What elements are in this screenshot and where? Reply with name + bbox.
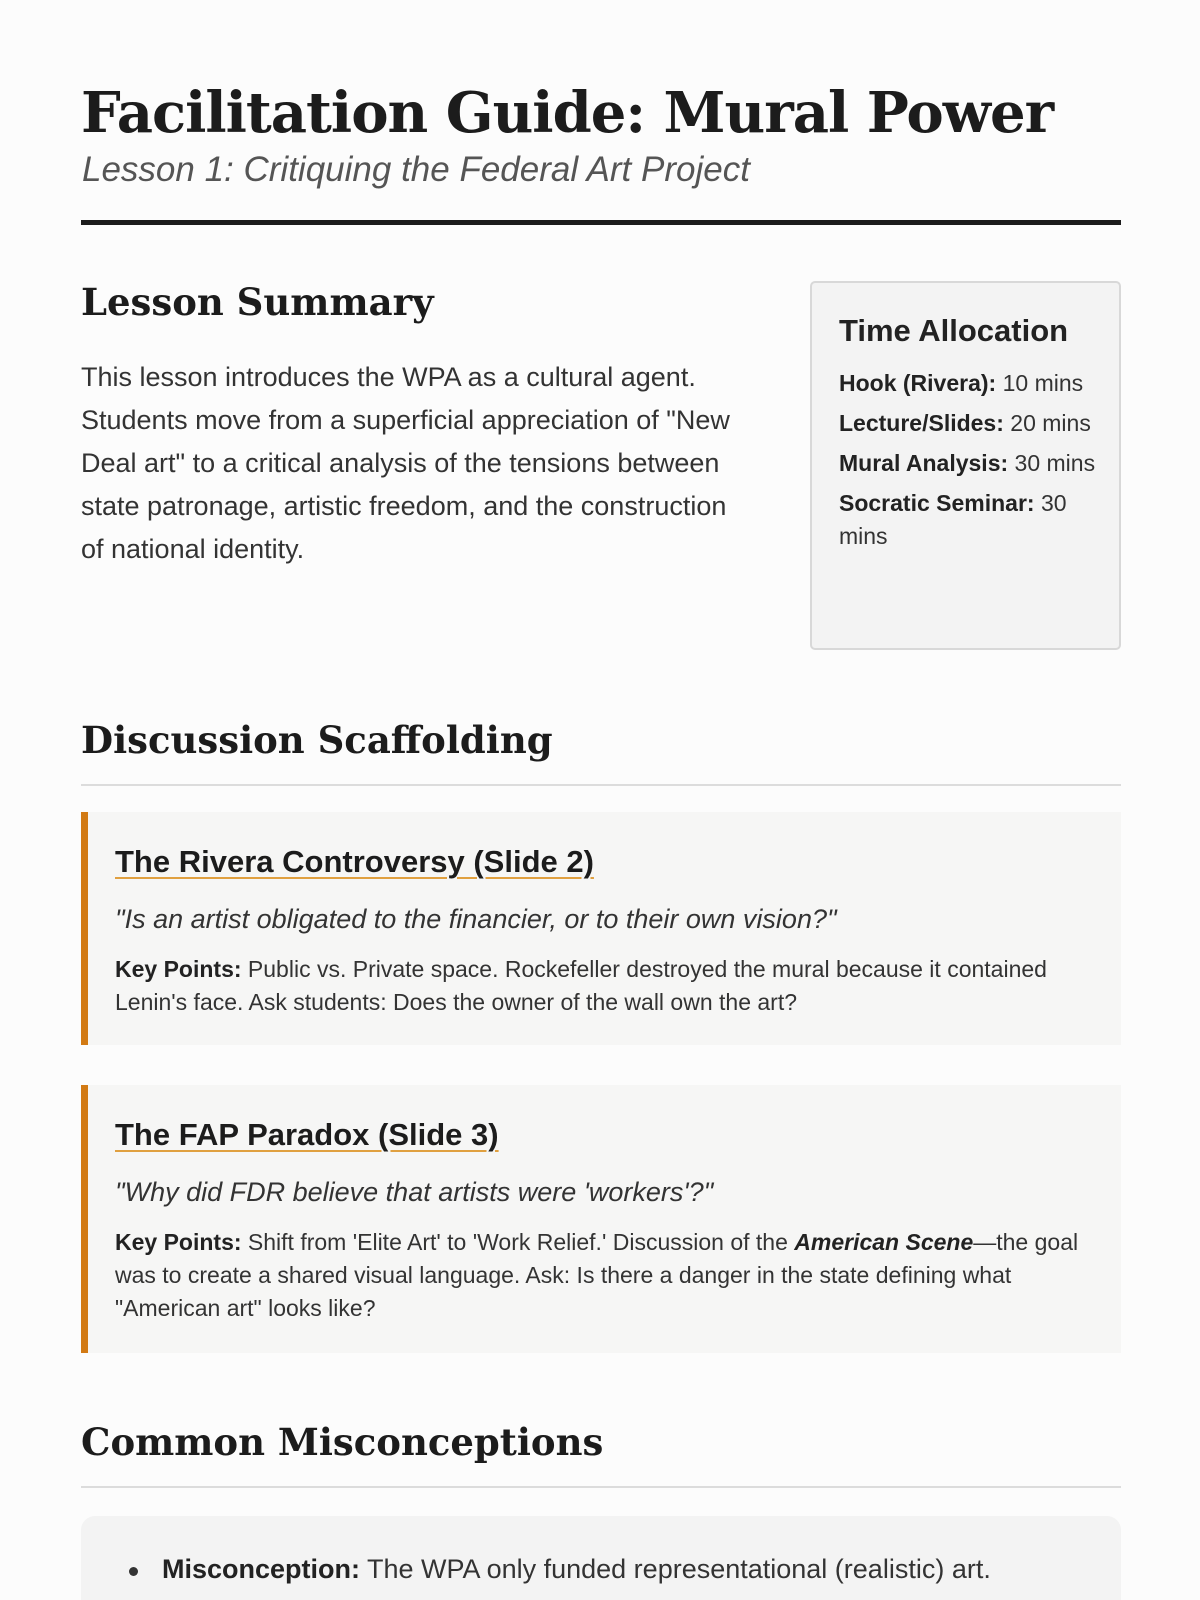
- key-points-text: Public vs. Private space. Rockefeller destroyed the mural because it contained Lenin's face. Ask students: Does the owner of the wall own the art?: [115, 956, 1047, 1015]
- time-row: [839, 407, 1099, 440]
- time-row: [839, 487, 1099, 553]
- section-divider: [81, 784, 1121, 786]
- time-row: [839, 367, 1099, 400]
- time-row-label: Socratic Seminar:: [839, 490, 1035, 516]
- misconception-label: Misconception:: [162, 1554, 361, 1584]
- time-row-label: Lecture/Slides:: [839, 410, 1004, 436]
- discussion-heading: Discussion Scaffolding: [81, 718, 553, 762]
- time-row-label: Mural Analysis:: [839, 450, 1009, 476]
- key-points-emphasis: American Scene: [794, 1229, 974, 1255]
- card-question: "Is an artist obligated to the financier, or to their own vision?": [115, 904, 837, 934]
- time-row-value: 30 mins: [839, 490, 1067, 549]
- time-allocation-heading: Time Allocation: [839, 313, 1069, 348]
- card-title: The FAP Paradox (Slide 3): [115, 1117, 499, 1152]
- section-divider: [81, 1486, 1121, 1488]
- lesson-summary-text: This lesson introduces the WPA as a cultural agent. Students move from a superficial appreciation of "New Deal art" to a critical analysis of the tensions between state patronage, artistic freedom, and the construction of national identity.: [81, 362, 730, 564]
- lesson-summary-heading: Lesson Summary: [81, 280, 434, 324]
- time-row-value: 30 mins: [1014, 450, 1096, 476]
- key-points-label: Key Points:: [115, 1229, 242, 1255]
- page-subtitle: Lesson 1: Critiquing the Federal Art Project: [82, 150, 750, 189]
- time-row-value: 20 mins: [1010, 410, 1091, 436]
- key-points-text: Shift from 'Elite Art' to 'Work Relief.' Discussion of the: [247, 1229, 788, 1255]
- page-title: Facilitation Guide: Mural Power: [81, 80, 1054, 146]
- card-title: The Rivera Controversy (Slide 2): [115, 844, 594, 879]
- bullet-icon: [129, 1567, 138, 1576]
- time-row: [839, 447, 1099, 480]
- time-row-label: Hook (Rivera):: [839, 370, 997, 396]
- time-allocation-box: [810, 281, 1121, 650]
- title-divider: [81, 220, 1121, 225]
- time-row-value: 10 mins: [1002, 370, 1084, 396]
- key-points-label: Key Points:: [115, 956, 242, 982]
- misconception-text: The WPA only funded representational (realistic) art.: [367, 1554, 991, 1584]
- card-question: "Why did FDR believe that artists were 'workers'?": [115, 1177, 714, 1207]
- discussion-card-fap: [81, 1085, 1121, 1353]
- misconceptions-box: [81, 1516, 1121, 1600]
- key-points-text-cont: —the goal was to create a shared visual language. Ask: Is there a danger in the state defining what "American art" looks like?: [115, 1229, 1079, 1321]
- card-key-points: [115, 1226, 1093, 1325]
- misconception-item: [129, 1554, 1121, 1585]
- card-key-points: [115, 953, 1093, 1019]
- discussion-card-rivera: [81, 812, 1121, 1045]
- misconceptions-heading: Common Misconceptions: [81, 1420, 604, 1464]
